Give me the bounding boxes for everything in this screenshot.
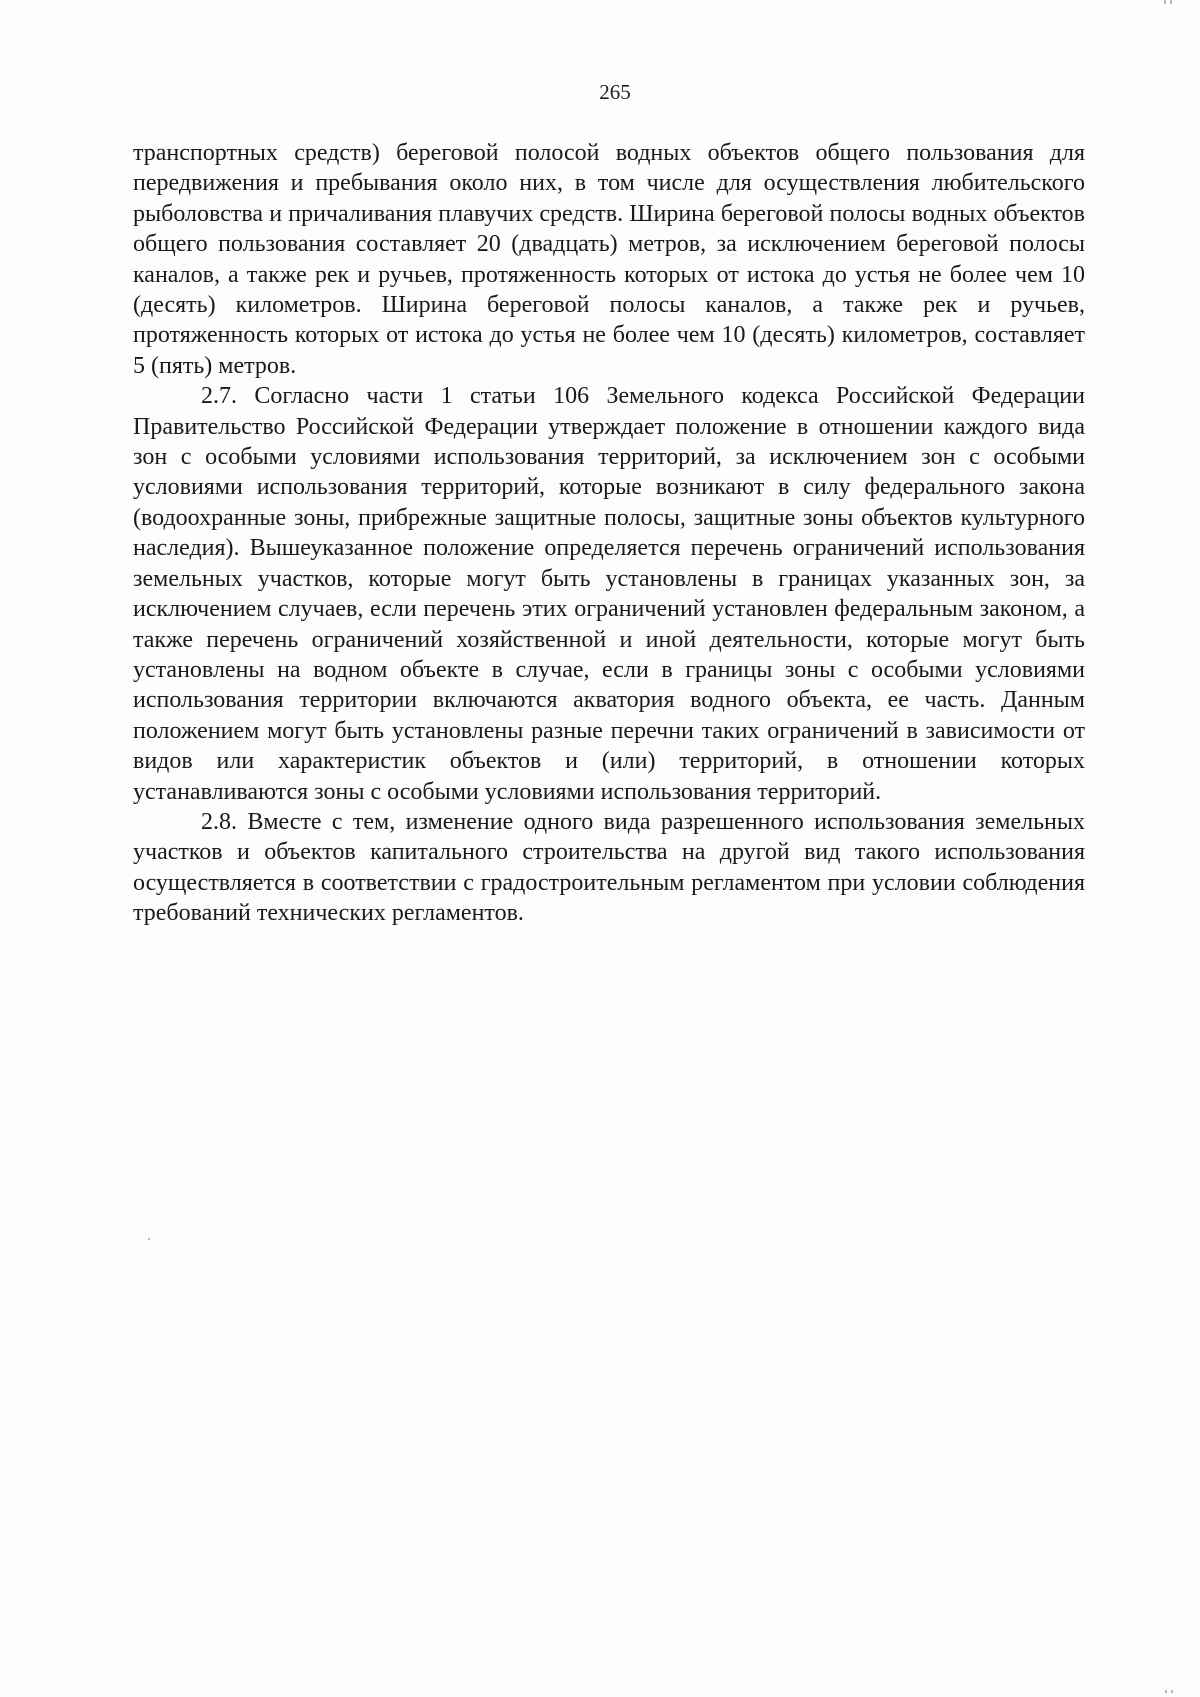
scan-speck-bottom-right [1165, 1690, 1167, 1693]
scan-speck-top-right [1164, 0, 1166, 4]
paragraph-2-8: 2.8. Вместе с тем, изменение одного вида разрешенного использования земельных участков и объектов капитального строительства на другой вид такого использования осуществляется в соответствии с градостроительным регламентом при условии соблюдения требований технических регламентов. [133, 808, 1085, 927]
body-text [133, 138, 1085, 929]
scan-speck-bottom-right-2 [1171, 1690, 1173, 1693]
page-number: 265 [599, 80, 631, 104]
scan-speck-top-right-2 [1170, 0, 1172, 4]
paragraph-continuation: транспортных средств) береговой полосой водных объектов общего пользования для передвижения и пребывания около них, в том числе для осуществления любительского рыболовства и причаливания плавучих средств. Ширина береговой полосы водных объектов общего пользования составляет 20 (двадцать) метров, за исключением береговой полосы каналов, а также рек и ручьев, протяженность которых от истока до устья не более чем 10 (десять) километров. Ширина береговой полосы каналов, а также рек и ручьев, протяженность которых от истока до устья не более чем 10 (десять) километров, составляет 5 (пять) метров. [133, 140, 1085, 379]
paragraph-2-7: 2.7. Согласно части 1 статьи 106 Земельного кодекса Российской Федерации Правительство Российской Федерации утверждает положение в отношении каждого вида зон с особыми условиями использования территорий, за исключением зон с особыми условиями использования территорий, которые возникают в силу федерального закона (водоохранные зоны, прибрежные защитные полосы, защитные зоны объектов культурного наследия). Вышеуказанное положение определяется перечень ограничений использования земельных участков, которые могут быть установлены в границах указанных зон, за исключением случаев, если перечень этих ограничений установлен федеральным законом, а также перечень ограничений хозяйственной и иной деятельности, которые могут быть установлены на водном объекте в случае, если в границы зоны с особыми условиями использования территории включаются акватория водного объекта, ее часть. Данным положением могут быть установлены разные перечни таких ограничений в зависимости от видов или характеристик объектов и (или) территорий, в отношении которых устанавливаются зоны с особыми условиями использования территорий. [133, 383, 1085, 805]
scan-speck-left [148, 1238, 150, 1240]
